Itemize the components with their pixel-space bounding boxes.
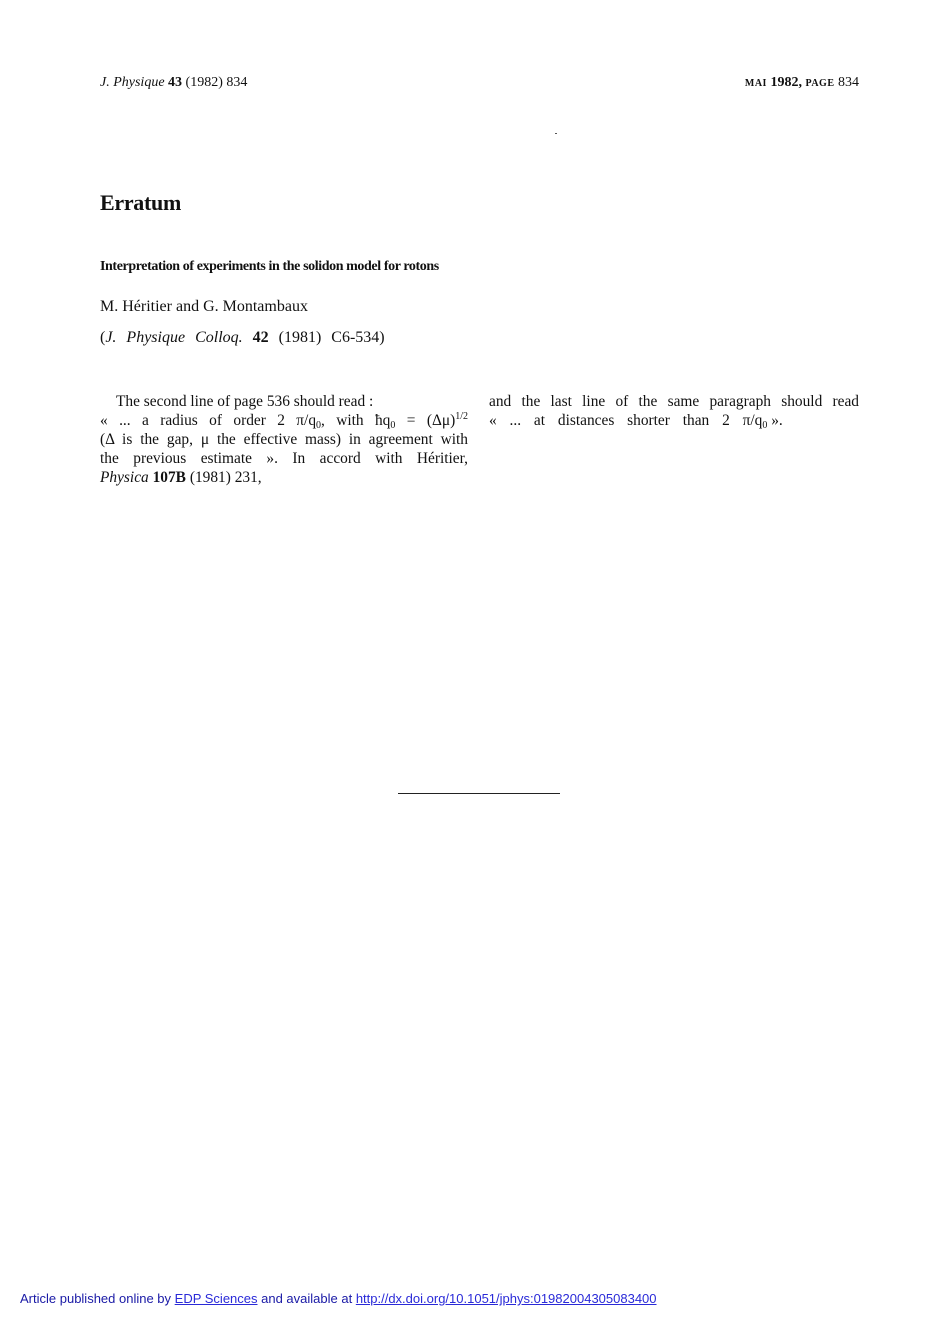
body-right-line-2 <box>489 411 859 430</box>
page-title: Erratum <box>100 190 181 215</box>
subscript: 0 <box>316 420 322 431</box>
text-fragment: « ... at distances shorter than 2 π/q <box>489 412 763 429</box>
citation-open-paren: ( <box>100 329 106 346</box>
footer-middle: and available at <box>257 1291 356 1306</box>
body-left-line-4: the previous estimate ». In accord with Héritier, <box>100 450 468 467</box>
subscript: 0 <box>762 420 768 431</box>
running-header-left <box>100 75 247 91</box>
text-fragment: « ... a radius of order 2 π/q <box>100 412 317 429</box>
journal-name: J. Physique <box>100 75 165 90</box>
text-fragment: , with ħq <box>321 412 391 429</box>
doi-link[interactable]: http://dx.doi.org/10.1051/jphys:01982004305083400 <box>355 1291 657 1306</box>
article-subtitle: Interpretation of experiments in the solidon model for rotons <box>100 259 439 274</box>
article-citation <box>100 329 385 347</box>
publication-footer <box>20 1291 657 1306</box>
publisher-link[interactable]: EDP Sciences <box>174 1291 258 1306</box>
citation-volume: 42 <box>252 329 269 346</box>
body-left-line-1: The second line of page 536 should read : <box>116 393 374 410</box>
body-left-line-3: (Δ is the gap, μ the effective mass) in agreement with <box>100 431 468 448</box>
header-year: 1982, <box>770 75 802 90</box>
body-left-column <box>100 392 468 487</box>
journal-year-pages: (1982) 834 <box>185 75 248 90</box>
reference-journal: Physica <box>100 469 149 486</box>
journal-volume: 43 <box>168 75 183 90</box>
text-fragment: ». <box>767 412 783 429</box>
article-authors: M. Héritier and G. Montambaux <box>100 298 308 315</box>
body-left-line-2 <box>100 411 468 430</box>
body-right-line-1: and the last line of the same paragraph should read <box>489 393 859 410</box>
reference-rest: (1981) 231, <box>189 469 262 486</box>
body-left-line-5 <box>100 468 468 487</box>
citation-rest: (1981) C6-534) <box>278 329 385 346</box>
subscript: 0 <box>390 420 396 431</box>
body-right-column <box>489 392 859 430</box>
scan-speck <box>555 133 557 134</box>
superscript: 1/2 <box>455 411 468 422</box>
reference-volume: 107B <box>152 469 186 486</box>
text-fragment: = (Δμ) <box>395 412 456 429</box>
end-rule <box>398 793 560 794</box>
citation-journal: J. Physique Colloq. <box>105 329 243 346</box>
footer-prefix: Article published online by <box>20 1291 175 1306</box>
header-month: mai <box>744 75 767 90</box>
running-header-right <box>745 75 859 91</box>
header-page-number: 834 <box>838 75 859 90</box>
header-page-word: page <box>805 75 835 90</box>
